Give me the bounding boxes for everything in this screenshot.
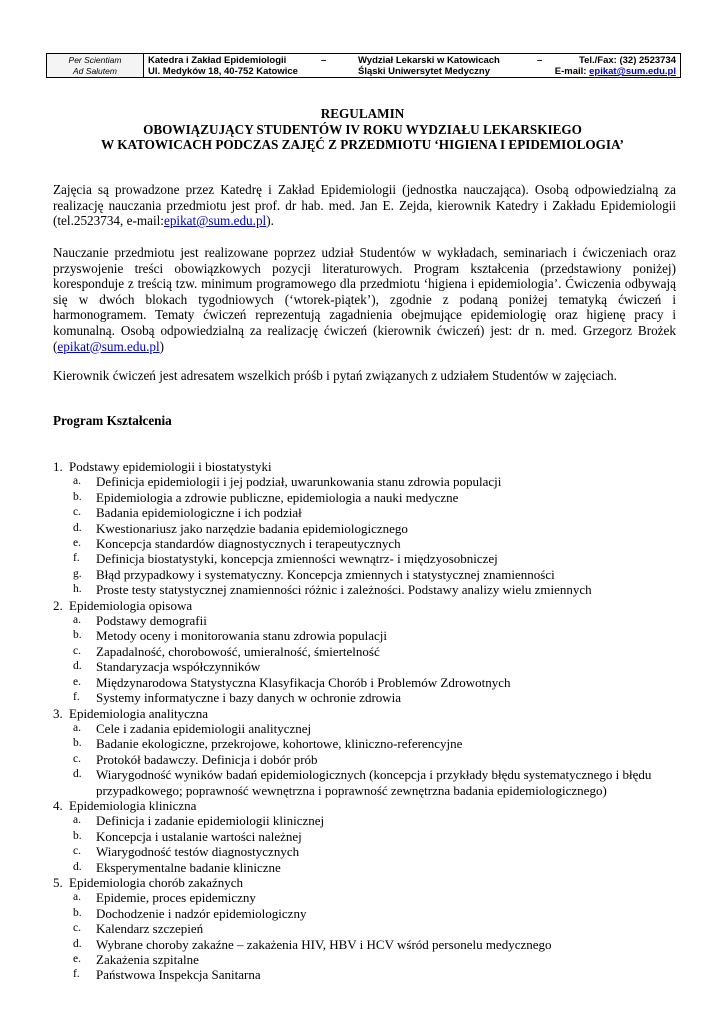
letterhead-info: [144, 54, 680, 77]
program-topic: [53, 644, 683, 659]
program-topic: [53, 628, 683, 643]
topic-letter: d.: [73, 768, 82, 781]
phone-fax: Tel./Fax: (32) 2523734: [579, 55, 676, 66]
paragraph-text: Zajęcia są prowadzone przez Katedrę i Zakład Epidemiologii (jednostka nauczająca). Osobą odpowiedzialną za realizację nauczania przedmiotu jest prof. dr hab. med. Jan E. Zejda, kierownik Katedry i Zakładu Epidemiologii (tel.2523734, e-mail:: [53, 182, 676, 229]
topic-letter: f.: [73, 552, 80, 565]
module-title: Podstawy epidemiologii i biostatystyki: [69, 459, 272, 474]
title-line-3: W KATOWICACH PODCZAS ZAJĘĆ Z PRZEDMIOTU ‘HIGIENA I EPIDEMIOLOGIA’: [101, 137, 624, 152]
topic-text: Eksperymentalne badanie kliniczne: [96, 859, 281, 875]
faculty-name: Wydział Lekarski w Katowicach: [358, 55, 500, 66]
topic-text: Definicja biostatystyki, koncepcja zmienności wewnątrz- i międzyosobniczej: [96, 551, 498, 567]
paragraph-text: Nauczanie przedmiotu jest realizowane poprzez udział Studentów w wykładach, seminariach i ćwiczeniach oraz przyswojenie treści obowiązkowych pozycji literaturowych. Program kształcenia (przedstawiony poniżej) koresponduje z treścią tzw. minimum programowego dla przedmiotu ‘higiena i epidemiologia’. Ćwiczenia odbywają się w dwóch blokach tygodniowych (‘wtorek-piątek’), zgodnie z podaną poniżej tematyką ćwiczeń i harmonogramem. Tematy ćwiczeń reprezentują zagadnienia obejmujące epidemiologię oraz higienę pracy i komunalną. Osobą odpowiedzialną za realizację ćwiczeń (kierownik ćwiczeń) jest: dr n. med. Grzegorz Brożek (: [53, 245, 676, 354]
topic-text: Proste testy statystycznej znamienności różnic i zależności. Podstawy analizy wielu zmiennych: [96, 582, 592, 598]
email-label: E-mail:: [554, 66, 587, 77]
program-topic: [53, 906, 683, 921]
program-topic: [53, 967, 683, 982]
topic-text: Epidemiologia a zdrowie publiczne, epidemiologia a nauki medyczne: [96, 489, 459, 505]
topic-text: Zakażenia szpitalne: [96, 952, 199, 967]
topic-text: Państwowa Inspekcja Sanitarna: [96, 967, 261, 983]
topic-letter: g.: [73, 567, 82, 580]
separator-dash: –: [537, 55, 543, 66]
email-link[interactable]: epikat@sum.edu.pl: [589, 66, 676, 77]
topic-text: Kalendarz szczepień: [96, 921, 204, 937]
topic-text: Błąd przypadkowy i systematyczny. Koncepcja zmiennych i statystycznej znamienności: [96, 566, 555, 582]
program-topic: [53, 474, 683, 489]
program-module: [53, 798, 683, 813]
paragraph-end: ).: [266, 213, 274, 229]
program-topic: [53, 505, 683, 520]
topic-text: Zapadalność, chorobowość, umieralność, śmiertelność: [96, 643, 380, 659]
topic-text: Wiarygodność testów diagnostycznych: [96, 844, 300, 860]
topic-text: Definicja i zadanie epidemiologii klinicznej: [96, 813, 325, 829]
program-topic: [53, 844, 683, 859]
topic-text: Badanie ekologiczne, przekrojowe, kohortowe, kliniczno-referencyjne: [96, 736, 463, 752]
program-topic: [53, 613, 683, 628]
email-block: [555, 66, 676, 77]
program-topic: [53, 937, 683, 952]
email-link[interactable]: epikat@sum.edu.pl: [57, 338, 160, 354]
topic-text: Dochodzenie i nadzór epidemiologiczny: [96, 905, 307, 921]
university-name: Śląski Uniwersytet Medyczny: [358, 66, 490, 77]
paragraph-end: ): [159, 338, 165, 354]
motto-line-1: Per Scientiam: [68, 55, 122, 65]
topic-letter: e.: [73, 537, 81, 550]
topic-letter: f.: [73, 691, 80, 704]
program-module: [53, 598, 683, 613]
topic-text: Protokół badawczy. Definicja i dobór prób: [96, 751, 318, 767]
topic-letter: a.: [73, 721, 81, 734]
program-topic: [53, 767, 683, 798]
paragraph-responsibility: [53, 182, 676, 229]
topic-text: Wybrane choroby zakaźne – zakażenia HIV, HBV i HCV wśród personelu medycznego: [96, 936, 552, 952]
program-topic: [53, 490, 683, 505]
topic-text: Cele i zadania epidemiologii analitycznej: [96, 720, 312, 736]
topic-letter: e.: [73, 675, 81, 688]
module-title: Epidemiologia kliniczna: [69, 797, 197, 813]
topic-letter: d.: [73, 660, 82, 673]
program-topic: [53, 890, 683, 905]
program-topic: [53, 860, 683, 875]
program-topic: [53, 721, 683, 736]
paragraph-teaching: [53, 245, 676, 354]
topic-letter: d.: [73, 937, 82, 950]
module-number: 3.: [53, 705, 63, 721]
topic-letter: a.: [73, 475, 81, 488]
module-number: 4.: [53, 797, 63, 813]
separator-dash: –: [321, 55, 327, 66]
motto-line-2: Ad Salutem: [73, 66, 117, 76]
title-line-2: OBOWIĄZUJĄCY STUDENTÓW IV ROKU WYDZIAŁU LEKARSKIEGO: [143, 121, 582, 137]
title-line-1: REGULAMIN: [320, 106, 405, 121]
program-topic: [53, 813, 683, 828]
topic-letter: c.: [73, 506, 81, 519]
topic-letter: b.: [73, 737, 82, 750]
topic-letter: b.: [73, 629, 82, 642]
letterhead: [46, 53, 681, 78]
topic-letter: d.: [73, 521, 82, 534]
letterhead-row-1: [148, 55, 676, 66]
topic-text: Wiarygodność wyników badań epidemiologicznych (koncepcja i przykłady błędu systematycznego i błędu przypadkowego; poprawność wewnętrzna i poprawność zewnętrzna badania epidemiologicznego): [96, 767, 652, 798]
program-topic: [53, 829, 683, 844]
topic-text: Kwestionariusz jako narzędzie badania epidemiologicznego: [96, 520, 408, 536]
topic-letter: b.: [73, 490, 82, 503]
topic-letter: c.: [73, 752, 81, 765]
topic-text: Epidemie, proces epidemiczny: [96, 890, 256, 906]
program-topic: [53, 690, 683, 705]
program-topic: [53, 752, 683, 767]
module-number: 5.: [53, 874, 63, 890]
topic-letter: h.: [73, 583, 82, 596]
module-title: Epidemiologia analityczna: [69, 705, 208, 721]
module-number: 1.: [53, 459, 63, 474]
program-module: [53, 875, 683, 890]
program-topic: [53, 582, 683, 597]
topic-letter: b.: [73, 829, 82, 842]
topic-letter: b.: [73, 906, 82, 919]
topic-text: Koncepcja standardów diagnostycznych i terapeutycznych: [96, 536, 401, 552]
module-number: 2.: [53, 597, 63, 613]
topic-letter: a.: [73, 614, 81, 627]
topic-letter: a.: [73, 814, 81, 827]
program-heading: Program Kształcenia: [53, 413, 172, 428]
address: Ul. Medyków 18, 40-752 Katowice: [148, 66, 298, 77]
program-topic: [53, 551, 683, 566]
document-title: [46, 106, 679, 153]
program-topic: [53, 921, 683, 936]
paragraph-requests: Kierownik ćwiczeń jest adresatem wszelkich próśb i pytań związanych z udziałem Studentów w zajęciach.: [53, 368, 617, 383]
department-name: Katedra i Zakład Epidemiologii: [148, 55, 287, 66]
topic-text: Definicja epidemiologii i jej podział, uwarunkowania stanu zdrowia populacji: [96, 474, 502, 490]
topic-letter: c.: [73, 644, 81, 657]
program-topic: [53, 675, 683, 690]
topic-text: Podstawy demografii: [96, 613, 207, 629]
topic-text: Międzynarodowa Statystyczna Klasyfikacja Chorób i Problemów Zdrowotnych: [96, 674, 511, 690]
topic-text: Systemy informatyczne i bazy danych w ochronie zdrowia: [96, 690, 402, 706]
program-topic: [53, 659, 683, 674]
topic-letter: a.: [73, 891, 81, 904]
module-title: Epidemiologia chorób zakaźnych: [69, 874, 243, 890]
program-topic: [53, 521, 683, 536]
topic-text: Koncepcja i ustalanie wartości należnej: [96, 828, 302, 844]
topic-letter: c.: [73, 845, 81, 858]
topic-text: Metody oceny i monitorowania stanu zdrowia populacji: [96, 628, 387, 644]
module-title: Epidemiologia opisowa: [69, 597, 193, 613]
topic-text: Standaryzacja współczynników: [96, 659, 261, 675]
topic-letter: f.: [73, 968, 80, 981]
topic-letter: e.: [73, 953, 81, 965]
program-module: [53, 459, 683, 474]
program-topic: [53, 952, 683, 967]
program-topic: [53, 736, 683, 751]
email-link[interactable]: epikat@sum.edu.pl: [163, 213, 267, 229]
topic-text: Badania epidemiologiczne i ich podział: [96, 505, 302, 521]
topic-letter: d.: [73, 860, 82, 873]
program-topic: [53, 536, 683, 551]
topic-letter: c.: [73, 922, 81, 935]
university-motto: [47, 54, 144, 77]
letterhead-row-2: [148, 66, 676, 77]
program-topic: [53, 567, 683, 582]
program-list: [53, 459, 683, 983]
program-module: [53, 706, 683, 721]
